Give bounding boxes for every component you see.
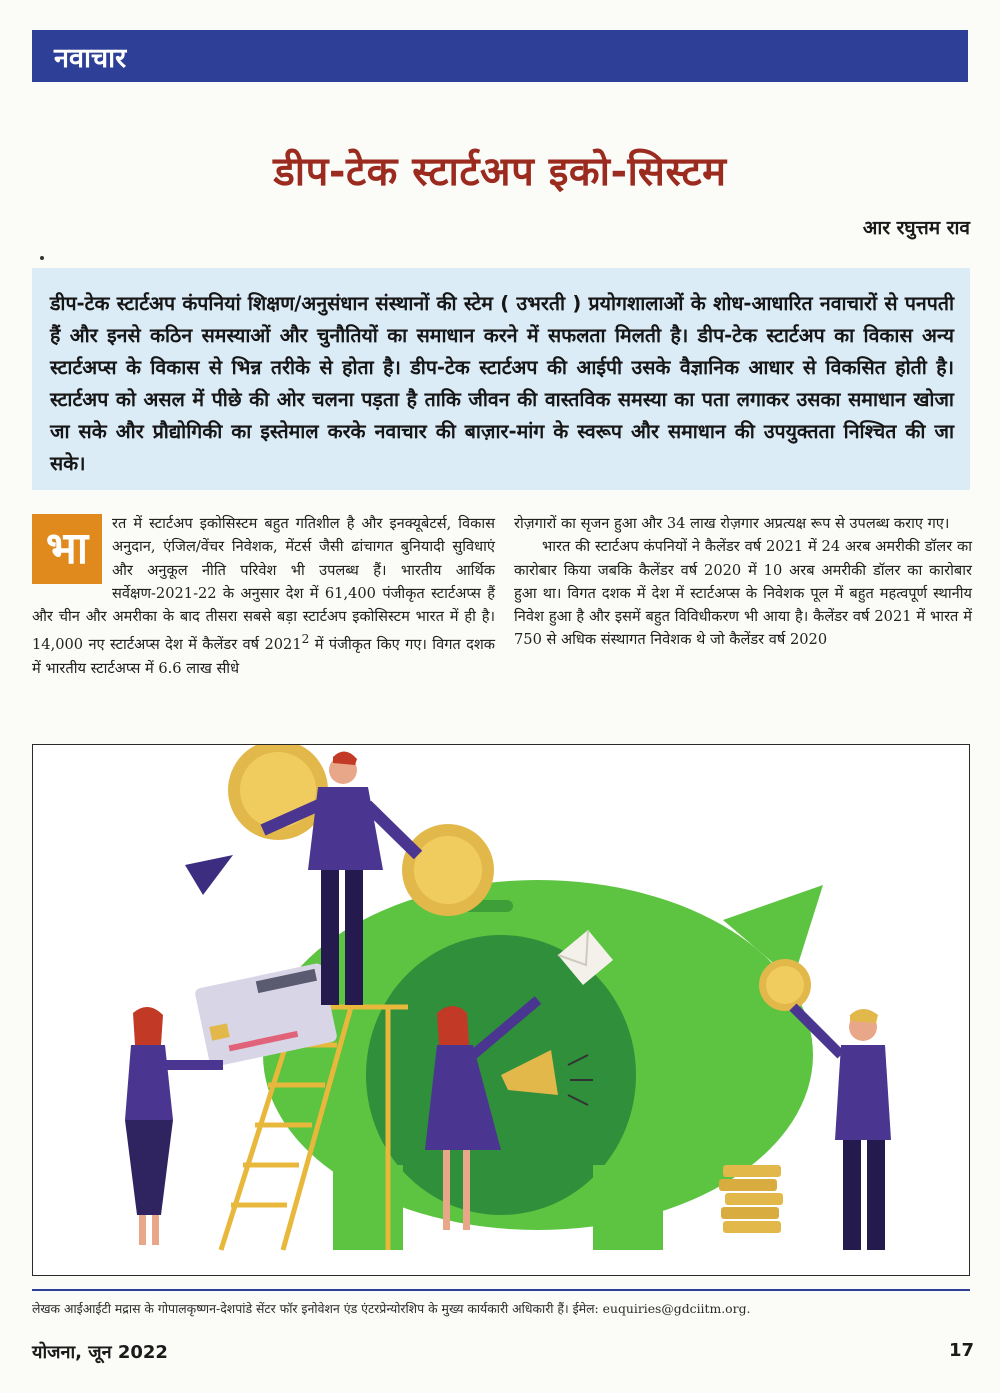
article-title: डीप-टेक स्टार्टअप इको-सिस्टम [273,149,727,195]
left-paragraph-1-text: रत में स्टार्टअप इकोसिस्टम बहुत गतिशील है और इनक्यूबेटर्स, विकास अनुदान, एंजिल/वेंचर निवेशक, मेंटर्स जैसी ढांचागत बुनियादी सुविधाएं और अनुकूल नीति परिवेश भी उपलब्ध हैं। भारतीय आर्थिक सर्वेक्षण-2021-22 के अनुसार देश में 61,400 पंजीकृत स्टार्टअप्स हैं और चीन और अमरीका के बाद तीसरा सबसे बड़ा स्टार्टअप इकोसिस्टम भारत में ही है। 14,000 नए स्टार्टअप्स देश में कैलेंडर वर्ष 2021 [32,515,495,654]
footnote-divider [32,1289,970,1291]
page-number: 17 [948,1340,974,1361]
right-paragraph-1: रोज़गारों का सृजन हुआ और 34 लाख रोज़गार अप्रत्यक्ष रूप से उपलब्ध कराए गए। [514,515,950,532]
section-label: नवाचार [54,43,127,74]
left-column [32,512,495,680]
intro-summary-box [32,268,970,490]
paper-plane-icon [185,855,233,895]
footnote-ref: 2 [301,632,310,647]
intro-text: डीप-टेक स्टार्टअप कंपनियां शिक्षण/अनुसंधान संस्थानों की स्टेम ( उभरती ) प्रयोगशालाओं के शोध-आधारित नवाचारों से पनपती हैं और इनसे कठिन समस्याओं और चुनौतियों का समाधान करने में सफलता मिलती है। डीप-टेक स्टार्टअप का विकास अन्य स्टार्टअप्स के विकास से भिन्न तरीके से होता है। डीप-टेक स्टार्टअप की आईपी उसके वैज्ञानिक आधार से विकसित होती है। स्टार्टअप को असल में पीछे की ओर चलना पड़ता है ताकि जीवन की वास्तविक समस्या का पता लगाकर उसका समाधान खोजा जा सके और प्रौद्योगिकी का इस्तेमाल करके नवाचार की बाज़ार-मांग के स्वरूप और समाधान की उपयुक्तता निश्चित की जा सके। [50,292,954,475]
bullet-mark [40,256,44,260]
illustration-art [33,745,971,1277]
right-paragraph-2: भारत की स्टार्टअप कंपनियों ने कैलेंडर वर्ष 2021 में 24 अरब अमरीकी डॉलर का कारोबार किया जबकि कैलेंडर वर्ष 2020 में 10 अरब अमरीकी डॉलर का कारोबार हुआ था। विगत दशक में देश में स्टार्टअप्स के निवेशक पूल में बहुत महत्वपूर्ण स्थानीय निवेश हुआ है और इसमें बहुत विविधीकरण भी आया है। कैलेंडर वर्ष 2021 में भारत में 750 से अधिक संस्थागत निवेशक थे जो कैलेंडर वर्ष 2020 [514,538,972,649]
left-paragraph-1-end: में पंजीकृत किए गए। विगत दशक में भारतीय स्टार्टअप्स में 6.6 लाख सीधे [32,636,495,677]
right-column [514,512,972,652]
section-header-bar [32,30,968,82]
dropcap: भा [32,514,102,584]
author-footnote: लेखक आईआईटी मद्रास के गोपालकृष्णन-देशपांडे सेंटर फॉर इनोवेशन एंड एंटरप्रेन्योरशिप के मुख्य कार्यकारी अधिकारी हैं। ईमेल: euquiries@gdciitm.org. [32,1301,751,1316]
author-name: आर रघुत्तम राव [862,217,970,239]
startup-illustration [32,744,970,1276]
journal-issue: योजना, जून 2022 [32,1342,168,1363]
